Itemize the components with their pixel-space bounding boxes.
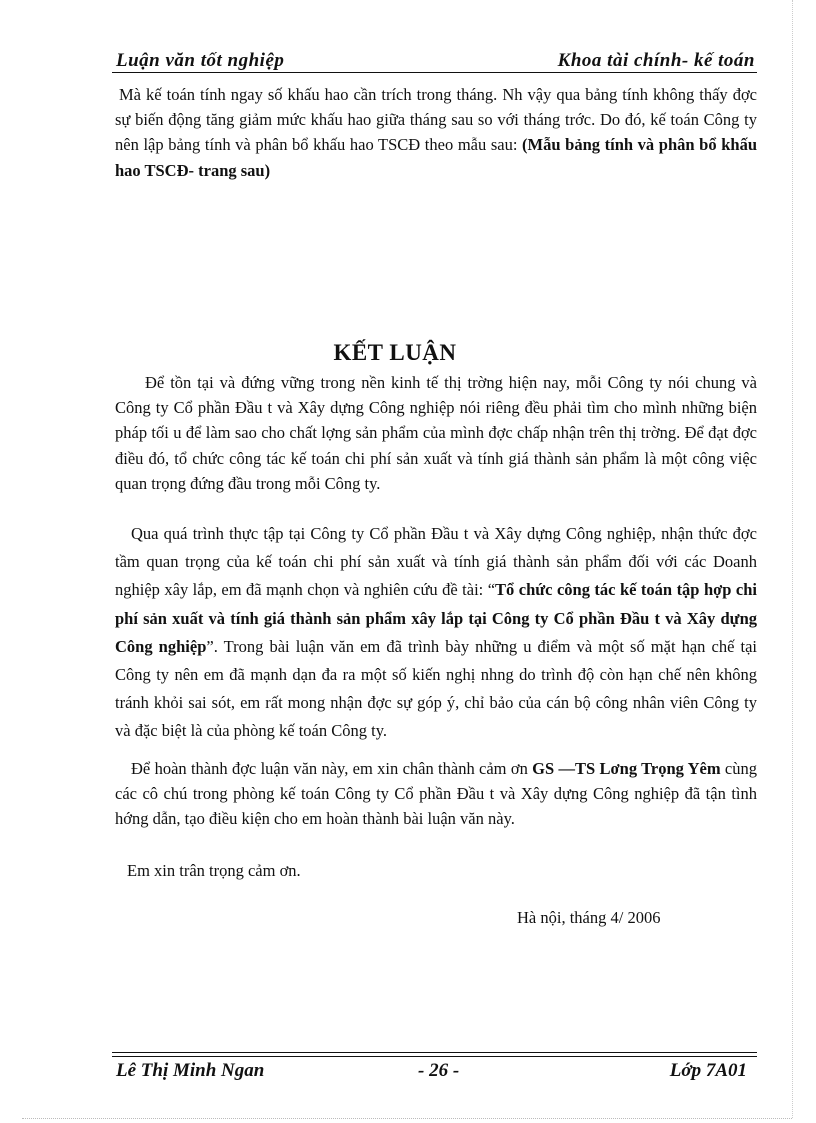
place-date: Hà nội, tháng 4/ 2006 [517, 908, 661, 927]
conclusion-paragraph-3 [115, 756, 757, 832]
intro-text: Mà kế toán tính ngay số khấu hao cần trích trong tháng. Nh vậy qua bảng tính không thấy đợc sự biến động tăng giảm mức khấu hao giữa tháng sau so với tháng trớc. Do đó, kế toán Công ty nên lập bảng tính và phân bổ khấu hao TSCĐ theo mẫu sau: [115, 85, 757, 155]
page-edge-bottom [22, 1118, 792, 1119]
footer-class: Lớp 7A01 [669, 1060, 747, 1081]
p2-closing-text: ”. Trong bài luận văn em đã trình bày những u điểm và một số mặt hạn chế tại Công ty nên em đã mạnh dạn đa ra một số kiến nghị nhng do trình độ còn hạn chế nên không tránh khỏi sai sót, em rất mong nhận đợc sự góp ý, chỉ bảo của cán bộ công nhân viên Công ty và đặc biệt là của phòng kế toán Công ty. [115, 636, 757, 741]
page-footer [112, 1060, 757, 1082]
advisor-name: GS —TS Lơng Trọng Yêm [532, 759, 721, 778]
thanks-line: Em xin trân trọng cảm ơn. [127, 861, 301, 880]
p2-intro-text: Qua quá trình thực tập tại Công ty Cổ phần Đầu t và Xây dựng Công nghiệp, nhận thức đợc tầm quan trọng của kế toán chi phí sản xuất và tính giá thành sản phẩm đối với các Doanh nghiệp xây lắp, em đã mạnh chọn và nghiên cứu đề tài: “ [115, 524, 757, 600]
footer-rule-bottom [112, 1056, 757, 1057]
page-header [112, 50, 757, 72]
header-rule [112, 72, 757, 73]
p3-closing-text: cùng các cô chú trong phòng kế toán Công ty Cổ phần Đầu t và Xây dựng Công nghiệp đã tận tình hớng dẫn, tạo điều kiện cho em hoàn thành bài luận văn này. [115, 759, 757, 829]
thesis-topic: Tổ chức công tác kế toán tập hợp chi phí sản xuất và tính giá thành sản phẩm xây lắp tại Công ty Cổ phần Đầu t và Xây dựng Công nghiệp [115, 580, 757, 656]
conclusion-paragraph-1: Để tồn tại và đứng vững trong nền kinh tế thị trờng hiện nay, mỗi Công ty nói chung và Công ty Cổ phần Đầu t và Xây dựng Công nghiệp nói riêng đều phải tìm cho mình những biện pháp tối u để làm sao cho chất lợng sản phẩm của mình đợc chấp nhận trên thị trờng. Để đạt đợc điều đó, tổ chức công tác kế toán chi phí sản xuất và tính giá thành sản phẩm là một công việc quan trọng đứng đầu trong mỗi Công ty. [115, 373, 757, 493]
page-edge-right [792, 0, 793, 1118]
p3-intro-text: Để hoàn thành đợc luận văn này, em xin chân thành cảm ơn [131, 759, 533, 778]
conclusion-title: KẾT LUẬN [333, 340, 457, 365]
header-thesis-label: Luận văn tốt nghiệp [116, 50, 285, 71]
intro-paragraph [115, 82, 757, 183]
conclusion-paragraph-2 [115, 520, 757, 746]
footer-page-number: - 26 - [418, 1060, 460, 1081]
footer-rule-top [112, 1052, 757, 1053]
footer-author: Lê Thị Minh Ngan [116, 1060, 265, 1081]
header-faculty-label: Khoa tài chính- kế toán [557, 50, 755, 71]
intro-bold-note: (Mẫu bảng tính và phân bổ khấu hao TSCĐ- trang sau) [115, 135, 758, 180]
